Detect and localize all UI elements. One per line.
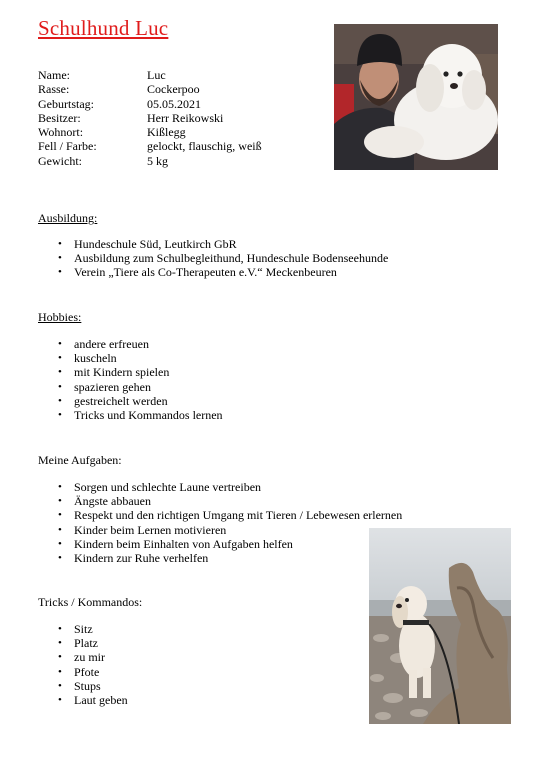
ausbildung-heading: Ausbildung: [38, 211, 98, 225]
aufgaben-list [58, 480, 402, 565]
list-item: • Pfote [58, 665, 128, 679]
info-value: 5 kg [147, 153, 168, 168]
list-item: • Ängste abbauen [58, 494, 402, 508]
info-label: Wohnort: [38, 125, 84, 140]
photo-illustration [369, 528, 511, 724]
hobbies-list [58, 337, 223, 422]
list-item: • Ausbildung zum Schulbegleithund, Hundeschule Bodenseehunde [58, 251, 388, 265]
info-value: Luc [147, 68, 166, 82]
info-value: gelockt, flauschig, weiß [147, 139, 262, 154]
info-label: Besitzer: [38, 110, 81, 125]
hobbies-heading: Hobbies: [38, 310, 82, 324]
list-item: • Verein „Tiere als Co-Therapeuten e.V.“ Meckenbeuren [58, 265, 388, 279]
list-item: • kuscheln [58, 351, 223, 365]
list-item: • Sitz [58, 622, 128, 636]
list-item: • Kindern zur Ruhe verhelfen [58, 551, 402, 565]
list-item: • Kinder beim Lernen motivieren [58, 523, 402, 537]
info-label: Geburtstag: [38, 96, 94, 111]
info-label: Rasse: [38, 82, 70, 97]
info-value: Cockerpoo [147, 82, 200, 97]
aufgaben-heading: Meine Aufgaben: [38, 453, 122, 467]
info-label: Gewicht: [38, 153, 82, 168]
list-item: • Platz [58, 636, 128, 650]
info-label: Fell / Farbe: [38, 139, 97, 154]
list-item: • Kindern beim Einhalten von Aufgaben helfen [58, 537, 402, 551]
list-item: • mit Kindern spielen [58, 365, 223, 379]
info-label: Name: [38, 68, 70, 82]
list-item: • Respekt und den richtigen Umgang mit Tieren / Lebewesen erlernen [58, 508, 402, 522]
info-value: Kißlegg [147, 125, 186, 140]
list-item: • zu mir [58, 650, 128, 664]
owner-with-dog-photo [334, 24, 498, 170]
ausbildung-list [58, 237, 388, 280]
tricks-list [58, 622, 128, 707]
list-item: • Stups [58, 679, 128, 693]
list-item: • Sorgen und schlechte Laune vertreiben [58, 480, 402, 494]
info-value: 05.05.2021 [147, 96, 201, 111]
list-item: • gestreichelt werden [58, 394, 223, 408]
list-item: • Laut geben [58, 693, 128, 707]
tricks-heading: Tricks / Kommandos: [38, 595, 143, 609]
info-value: Herr Reikowski [147, 110, 224, 125]
page-title: Schulhund Luc [38, 16, 169, 40]
list-item: • andere erfreuen [58, 337, 223, 351]
list-item: • Hundeschule Süd, Leutkirch GbR [58, 237, 388, 251]
list-item: • Tricks und Kommandos lernen [58, 408, 223, 422]
list-item: • spazieren gehen [58, 380, 223, 394]
dog-on-driftwood-photo [369, 528, 511, 724]
photo-illustration [334, 24, 498, 170]
